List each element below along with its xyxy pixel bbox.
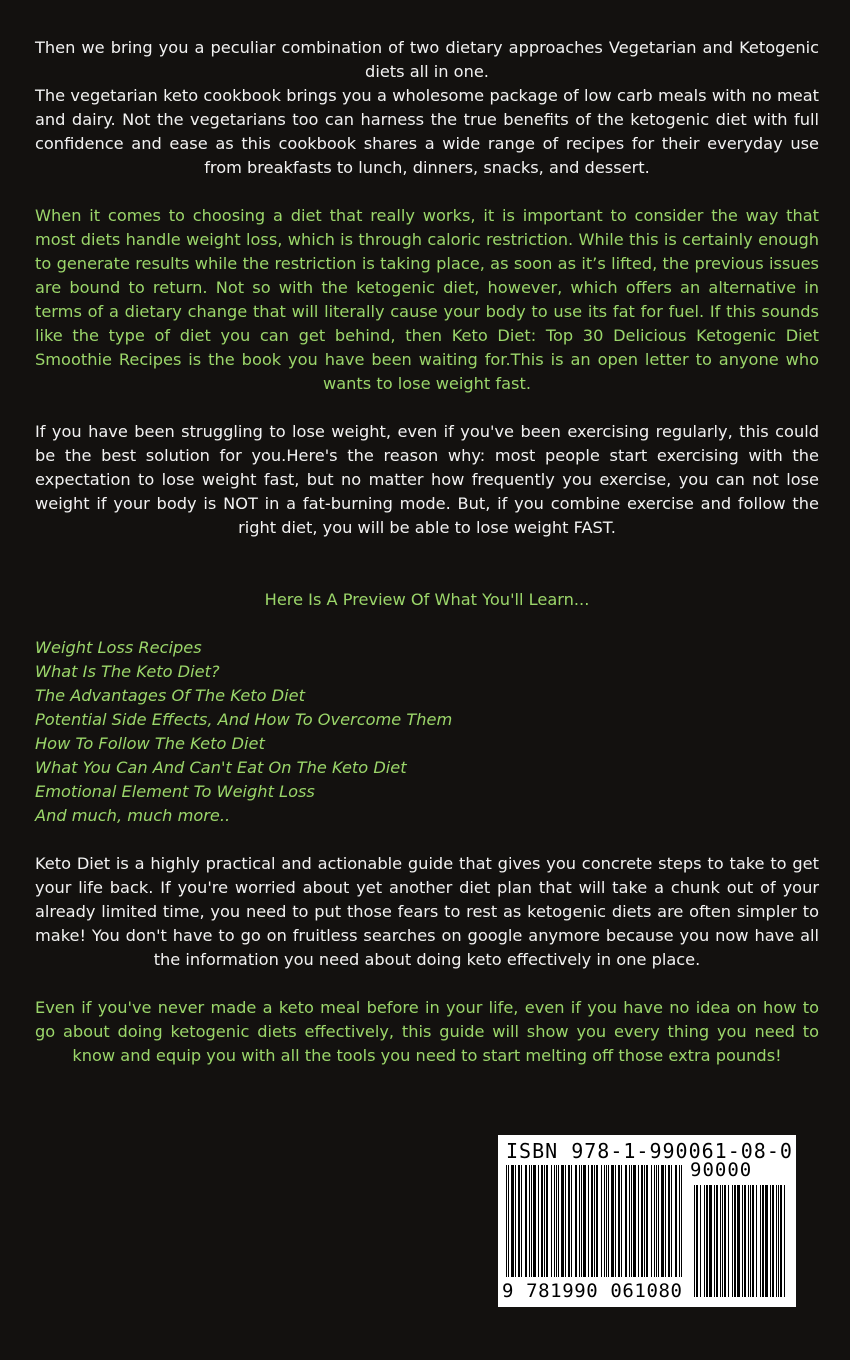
barcode-bars-addon: [694, 1185, 786, 1297]
list-item: What You Can And Can't Eat On The Keto Diet: [35, 758, 407, 777]
intro-paragraph-2: The vegetarian keto cookbook brings you a wholesome package of low carb meals with no meat and dairy. Not the vegetarians too can harness the true benefits of the ketogenic diet with full confidence and ease as this cookbook shares a wide range of recipes for their everyday use from breakfasts to lunch, dinners, snacks, and dessert.: [35, 86, 819, 177]
preview-heading: Here Is A Preview Of What You'll Learn...: [264, 590, 590, 609]
list-item: The Advantages Of The Keto Diet: [35, 686, 305, 705]
back-cover-text: [35, 36, 819, 1068]
barcode-ean-number: 9 781990 061080: [502, 1280, 683, 1302]
guide-paragraph: Keto Diet is a highly practical and actionable guide that gives you concrete steps to take to get your life back. If you're worried about yet another diet plan that will take a chunk out of your already limited time, you need to put those fears to rest as ketogenic diets are often simpler to make! You don't have to go on fruitless searches on google anymore because you now have all the information you need about doing keto effectively in one place.: [35, 854, 819, 969]
isbn-barcode: [498, 1135, 796, 1307]
list-item: Emotional Element To Weight Loss: [35, 782, 315, 801]
list-item: What Is The Keto Diet?: [35, 662, 220, 681]
barcode-bars-main: [506, 1165, 682, 1277]
weight-loss-paragraph: If you have been struggling to lose weight, even if you've been exercising regularly, this could be the best solution for you.Here's the reason why: most people start exercising with the expectation to lose weight fast, but no matter how frequently you exercise, you can not lose weight if your body is NOT in a fat-burning mode. But, if you combine exercise and follow the right diet, you will be able to lose weight FAST.: [35, 422, 819, 537]
list-item: How To Follow The Keto Diet: [35, 734, 265, 753]
barcode-addon-number: 90000: [690, 1159, 753, 1181]
list-item: Potential Side Effects, And How To Overcome Them: [35, 710, 453, 729]
isbn-label: ISBN 978-1-990061-08-0: [506, 1139, 793, 1163]
preview-list: [35, 636, 819, 828]
closing-paragraph: Even if you've never made a keto meal before in your life, even if you have no idea on how to go about doing ketogenic diets effectively, this guide will show you every thing you need to know and equip you with all the tools you need to start melting off those extra pounds!: [35, 998, 819, 1065]
list-item: Weight Loss Recipes: [35, 638, 202, 657]
intro-paragraph-1: Then we bring you a peculiar combination of two dietary approaches Vegetarian and Ketogenic diets all in one.: [35, 38, 819, 81]
list-item: And much, much more..: [35, 806, 231, 825]
diet-paragraph: When it comes to choosing a diet that really works, it is important to consider the way that most diets handle weight loss, which is through caloric restriction. While this is certainly enough to generate results while the restriction is taking place, as soon as it’s lifted, the previous issues are bound to return. Not so with the ketogenic diet, however, which offers an alternative in terms of a dietary change that will literally cause your body to use its fat for fuel. If this sounds like the type of diet you can get behind, then Keto Diet: Top 30 Delicious Ketogenic Diet Smoothie Recipes is the book you have been waiting for.This is an open letter to anyone who wants to lose weight fast.: [35, 206, 819, 393]
